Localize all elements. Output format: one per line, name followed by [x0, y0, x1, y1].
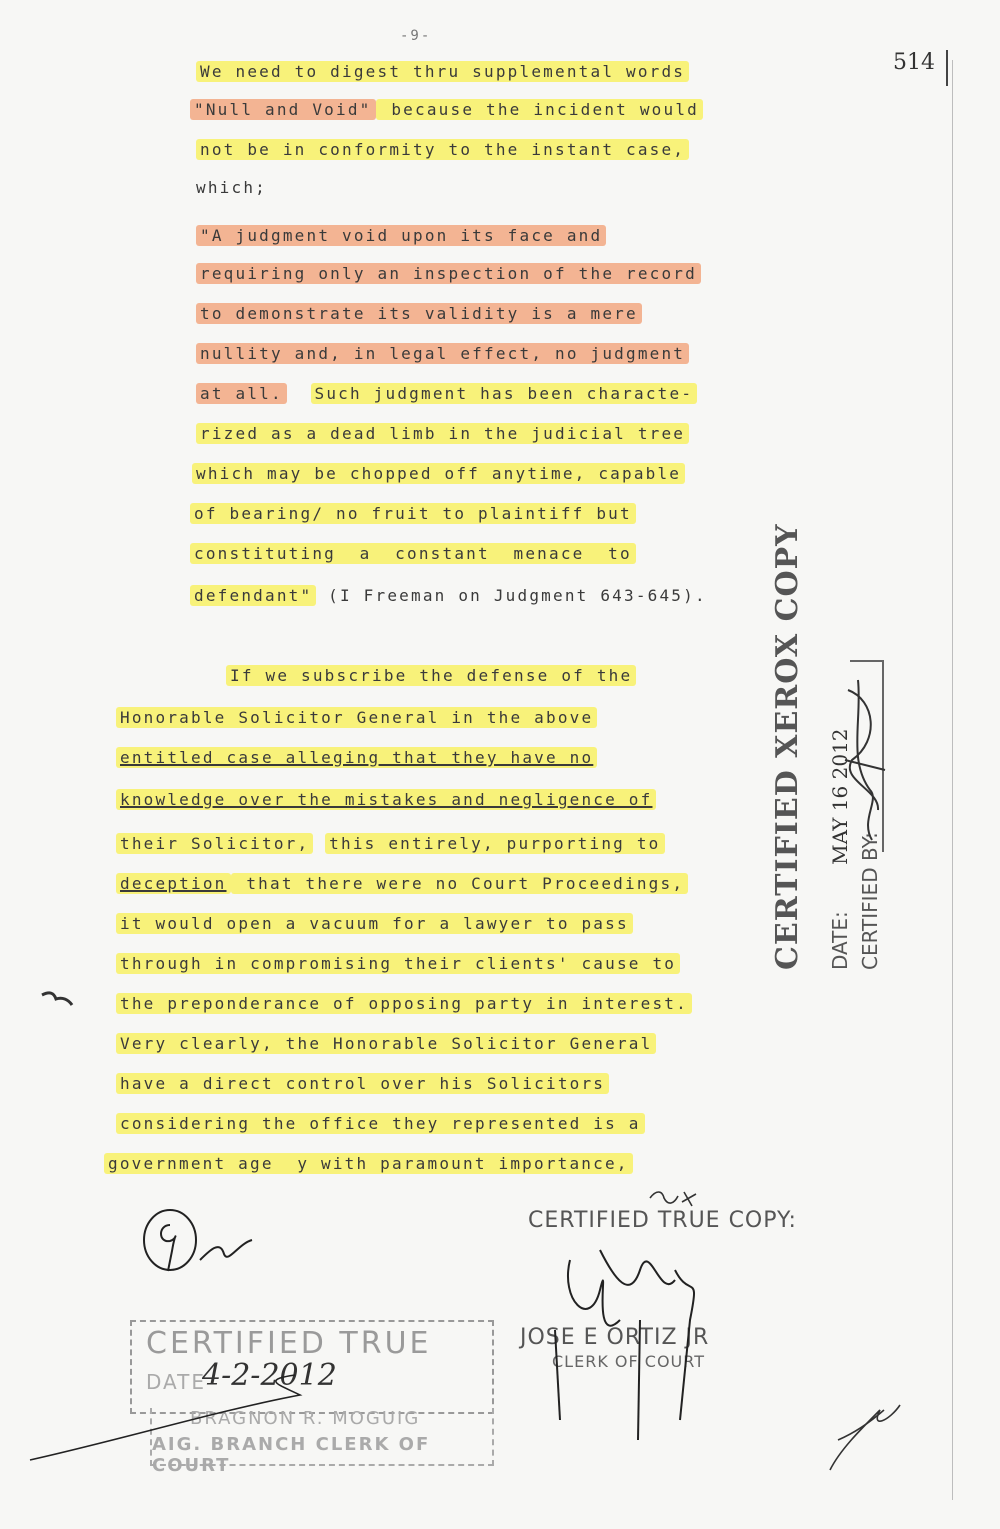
text-segment: (I Freeman on Judgment 643-645). [316, 586, 707, 605]
text-segment: this entirely, purporting to [325, 833, 664, 854]
text-segment: requiring only an inspection of the record [196, 263, 701, 284]
top-page-number: -9- [400, 28, 432, 44]
text-segment: knowledge over the mistakes and negligence of [116, 789, 656, 810]
box-stamp-signature [30, 1375, 300, 1460]
initials-scribble [830, 1405, 900, 1470]
text-segment: If we subscribe the defense of the [226, 665, 636, 686]
text-segment: Honorable Solicitor General in the above [116, 707, 597, 728]
box-stamp-name: BRAGNON R. MOGUIG [190, 1408, 421, 1429]
text-segment: We need to digest thru supplemental words [196, 61, 689, 82]
text-segment: "A judgment void upon its face and [196, 225, 606, 246]
box-stamp-date-label: DATE [146, 1370, 207, 1394]
text-segment: through in compromising their clients' cause to [116, 953, 680, 974]
page-mark-nine [144, 1210, 252, 1271]
text-segment: have a direct control over his Solicitors [116, 1073, 609, 1094]
xerox-stamp-title: CERTIFIED XEROX COPY [770, 523, 805, 970]
text-segment: Very clearly, the Honorable Solicitor General [116, 1033, 656, 1054]
text-segment: defendant" [190, 585, 316, 606]
folio-number: 514 [893, 50, 935, 75]
text-segment: Such judgment has been characte- [311, 383, 698, 404]
xerox-stamp-date-value: MAY 16 2012 [828, 728, 852, 865]
text-segment: it would open a vacuum for a lawyer to pass [116, 913, 633, 934]
text-segment: that there were no Court Proceedings, [231, 873, 689, 894]
text-segment: entitled case alleging that they have no [116, 747, 597, 768]
text-segment: deception [116, 873, 231, 894]
clerk-stamp-name: JOSE E ORTIZ JR [520, 1325, 710, 1350]
text-segment: of bearing/ no fruit to plaintiff but [190, 503, 636, 524]
text-segment: considering the office they represented is a [116, 1113, 645, 1134]
text-segment: "Null and Void" [190, 99, 376, 120]
xerox-stamp-signature [845, 680, 885, 840]
text-segment: because the incident would [376, 99, 704, 120]
text-segment: constituting a constant menace to [190, 543, 636, 564]
box-stamp-title: AIG. BRANCH CLERK OF COURT [152, 1434, 431, 1476]
clerk-stamp-heading: CERTIFIED TRUE COPY: [528, 1208, 797, 1233]
stamp-annotation [650, 1192, 696, 1206]
text-segment: at all. [196, 383, 287, 404]
text-segment: their Solicitor, [116, 833, 313, 854]
text-segment: not be in conformity to the instant case, [196, 139, 689, 160]
margin-mark [42, 993, 72, 1005]
clerk-stamp-title: CLERK OF COURT [552, 1352, 705, 1371]
text-segment: to demonstrate its validity is a mere [196, 303, 642, 324]
xerox-stamp-certified-by: CERTIFIED BY: [858, 832, 882, 970]
text-segment: rized as a dead limb in the judicial tree [196, 423, 689, 444]
clerk-signature [555, 1250, 694, 1440]
box-stamp-date-value: 4-2-2012 [202, 1358, 337, 1393]
text-segment: nullity and, in legal effect, no judgment [196, 343, 689, 364]
box-stamp-line1: CERTIFIED TRUE [146, 1326, 432, 1361]
xerox-stamp-date-label: DATE: [828, 911, 852, 970]
text-segment: which may be chopped off anytime, capable [192, 463, 685, 484]
text-segment: which; [196, 178, 267, 197]
text-segment: the preponderance of opposing party in interest. [116, 993, 692, 1014]
text-segment: government age y with paramount importance, [104, 1153, 633, 1174]
